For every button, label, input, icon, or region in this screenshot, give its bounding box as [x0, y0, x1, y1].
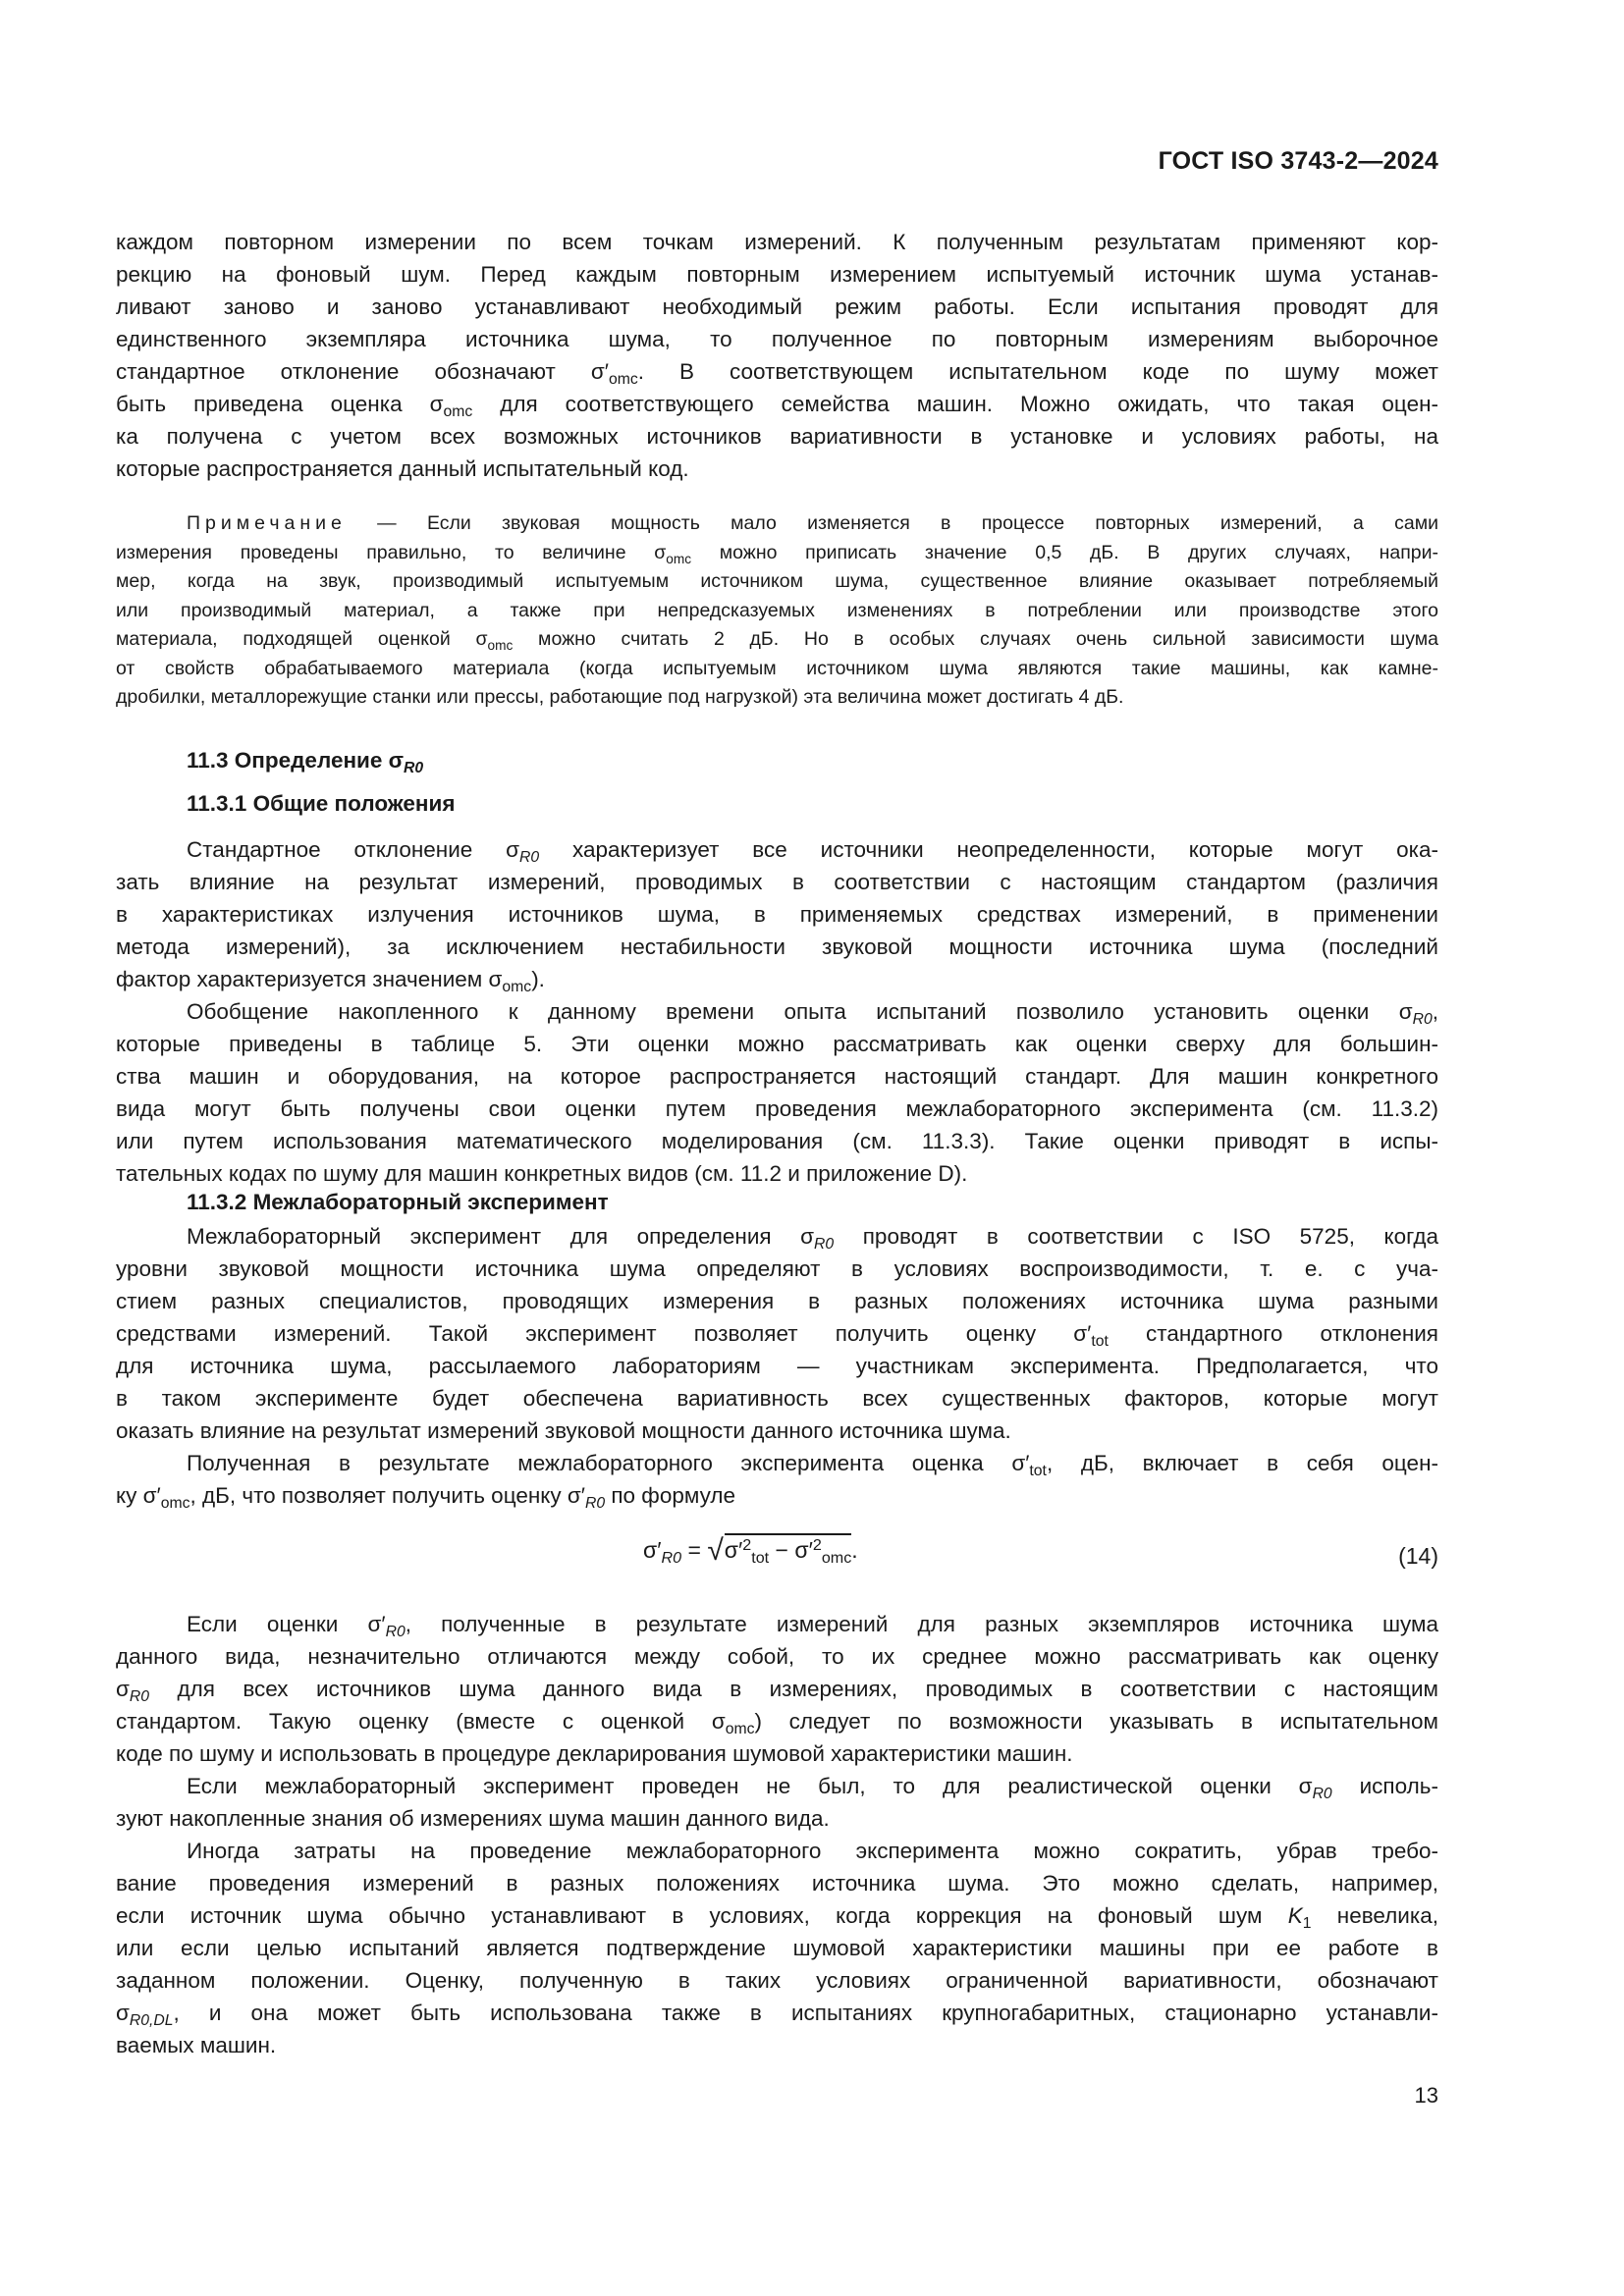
- text-line: или если целью испытаний является подтверждение шумовой характеристики машины при ее работе в: [116, 1936, 1438, 1960]
- text-line: Стандартное отклонение $\sigma_{R0}$ характеризует все источники неопределенности, которые могут ока-: [187, 837, 1438, 866]
- square-root-icon: √: [707, 1534, 724, 1567]
- text-line: Иногда затраты на проведение межлабораторного эксперимента можно сократить, убрав требо-: [187, 1839, 1438, 1863]
- text-line: материала, подходящей оценкой $\sigma_{omc}$ можно считать 2 дБ. Но в особых случаях очень сильной зависимости шума: [116, 628, 1439, 653]
- text-line: данного вида, незначительно отличаются между собой, то их среднее можно рассматривать как оценку: [116, 1644, 1438, 1669]
- text-line: рекцию на фоновый шум. Перед каждым повторным измерением испытуемый источник шума устанав-: [116, 262, 1438, 287]
- text-line: метода измерений), за исключением нестабильности звуковой мощности источника шума (последний: [116, 934, 1438, 959]
- text-line: Если межлабораторный эксперимент проведен не был, то для реалистической оценки $\sigma_{R0}$ исполь-: [187, 1774, 1438, 1802]
- text-line: для источника шума, рассылаемого лабораториям — участникам эксперимента. Предполагается, что: [116, 1354, 1438, 1378]
- text-line: ка получена с учетом всех возможных источников вариативности в установке и условиях работы, на: [116, 424, 1438, 449]
- text-line: Полученная в результате межлабораторного эксперимента оценка $\sigma'_{tot}$, дБ, включает в себя оцен-: [187, 1451, 1438, 1479]
- text-line: от свойств обрабатываемого материала (когда испытуемым источником шума являются такие машины, как камне-: [116, 658, 1438, 679]
- text-line: средствами измерений. Такой эксперимент позволяет получить оценку $\sigma'_{tot}$ стандартного отклонения: [116, 1321, 1438, 1350]
- page-number: 13: [1414, 2083, 1438, 2108]
- formula-lhs: σ′: [643, 1537, 662, 1563]
- text-line: ливают заново и заново устанавливают необходимый режим работы. Если испытания проводят для: [116, 294, 1438, 319]
- text-line: в характеристиках излучения источников шума, в применяемых средствах измерений, в применении: [116, 902, 1438, 927]
- text-line: ваемых машин.: [116, 2033, 277, 2057]
- section-heading: 11.3.1 Общие положения: [187, 791, 456, 816]
- text-line: вида могут быть получены свои оценки путем проведения межлабораторного эксперимента (см. 11.3.2): [116, 1096, 1438, 1121]
- text-line: мер, когда на звук, производимый испытуемым источником шума, существенное влияние оказывает потребляемый: [116, 570, 1438, 592]
- text-line: Межлабораторный эксперимент для определения $\sigma_{R0}$ проводят в соответствии с ISO 5725, когда: [187, 1224, 1438, 1253]
- text-line: заданном положении. Оценку, полученную в таких условиях ограниченной вариативности, обозначают: [116, 1968, 1438, 1993]
- text-line: ства машин и оборудования, на которое распространяется настоящий стандарт. Для машин конкретного: [116, 1064, 1438, 1089]
- text-line: которые приведены в таблице 5. Эти оценки можно рассматривать как оценки сверху для большин-: [116, 1032, 1438, 1056]
- text-line: Примечание — Если звуковая мощность мало изменяется в процессе повторных измерений, а сами: [187, 512, 1438, 534]
- text-line: $\sigma_{R0}$ для всех источников шума данного вида в измерениях, проводимых в соответствии с настоящим: [116, 1677, 1438, 1705]
- text-line: Обобщение накопленного к данному времени опыта испытаний позволило установить оценки $\sigma_{R0}$,: [187, 999, 1438, 1028]
- text-line: зуют накопленные знания об измерениях шума машин данного вида.: [116, 1806, 830, 1831]
- section-heading: 11.3 Определение $\sigma_{R0}$: [187, 748, 424, 776]
- text-line: быть приведена оценка $\sigma_{omc}$ для соответствующего семейства машин. Можно ожидать, что такая оцен-: [116, 392, 1438, 420]
- equation-number: (14): [1398, 1543, 1438, 1569]
- formula-radicand: $\sigma'^2_{tot} - \sigma'^2_{omc}$: [725, 1533, 851, 1564]
- text-line: стандартное отклонение обозначают $\sigma'_{omc}$. В соответствующем испытательном коде по шуму может: [116, 359, 1438, 388]
- text-line: которые распространяется данный испытательный код.: [116, 456, 689, 481]
- text-line: фактор характеризуется значением $\sigma_{omc}$).: [116, 967, 545, 995]
- text-line: стием разных специалистов, проводящих измерения в разных положениях источника шума разными: [116, 1289, 1438, 1313]
- text-line: $\sigma_{R0,DL}$, и она может быть использована также в испытаниях крупногабаритных, стационарно устанавли-: [116, 2001, 1438, 2029]
- text-line: ку $\sigma'_{omc}$, дБ, что позволяет получить оценку $\sigma'_{R0}$ по формуле: [116, 1483, 735, 1512]
- text-line: тательных кодах по шуму для машин конкретных видов (см. 11.2 и приложение D).: [116, 1161, 968, 1186]
- text-line: единственного экземпляра источника шума, то полученное по повторным измерениям выборочное: [116, 327, 1438, 351]
- text-line: уровни звуковой мощности источника шума определяют в условиях воспроизводимости, т. е. с уча-: [116, 1256, 1438, 1281]
- text-line: стандартом. Такую оценку (вместе с оценкой $\sigma_{omc}$) следует по возможности указывать в испытательном: [116, 1709, 1438, 1737]
- text-line: каждом повторном измерении по всем точкам измерений. К полученным результатам применяют кор-: [116, 230, 1438, 254]
- text-line: измерения проведены правильно, то величине $\sigma_{omc}$ можно приписать значение 0,5 дБ. В других случаях, напри-: [116, 542, 1438, 566]
- text-line: или путем использования математического моделирования (см. 11.3.3). Такие оценки приводят в испы-: [116, 1129, 1438, 1153]
- text-line: если источник шума обычно устанавливают в условиях, когда коррекция на фоновый шум $K_1$ невелика,: [116, 1903, 1438, 1932]
- text-line: дробилки, металлорежущие станки или прессы, работающие под нагрузкой) эта величина может достигать 4 дБ.: [116, 686, 1124, 708]
- text-line: в таком эксперименте будет обеспечена вариативность всех существенных факторов, которые могут: [116, 1386, 1438, 1411]
- text-line: вание проведения измерений в разных положениях источника шума. Это можно сделать, например,: [116, 1871, 1438, 1896]
- document-header-title: ГОСТ ISO 3743-2—2024: [1158, 147, 1438, 175]
- section-heading: 11.3.2 Межлабораторный эксперимент: [187, 1190, 609, 1214]
- text-line: оказать влияние на результат измерений звуковой мощности данного источника шума.: [116, 1418, 1011, 1443]
- text-line: зать влияние на результат измерений, проводимых в соответствии с настоящим стандартом (различия: [116, 870, 1438, 894]
- formula-14: $\sigma'_{R0} = √\sigma'^2_{tot} - \sigma'^2_{omc}$.: [643, 1534, 858, 1567]
- text-line: коде по шуму и использовать в процедуре декларирования шумовой характеристики машин.: [116, 1741, 1073, 1766]
- text-line: Если оценки $\sigma'_{R0}$, полученные в результате измерений для разных экземпляров источника шума: [187, 1612, 1438, 1640]
- text-line: или производимый материал, а также при непредсказуемых изменениях в потреблении или производстве этого: [116, 600, 1438, 621]
